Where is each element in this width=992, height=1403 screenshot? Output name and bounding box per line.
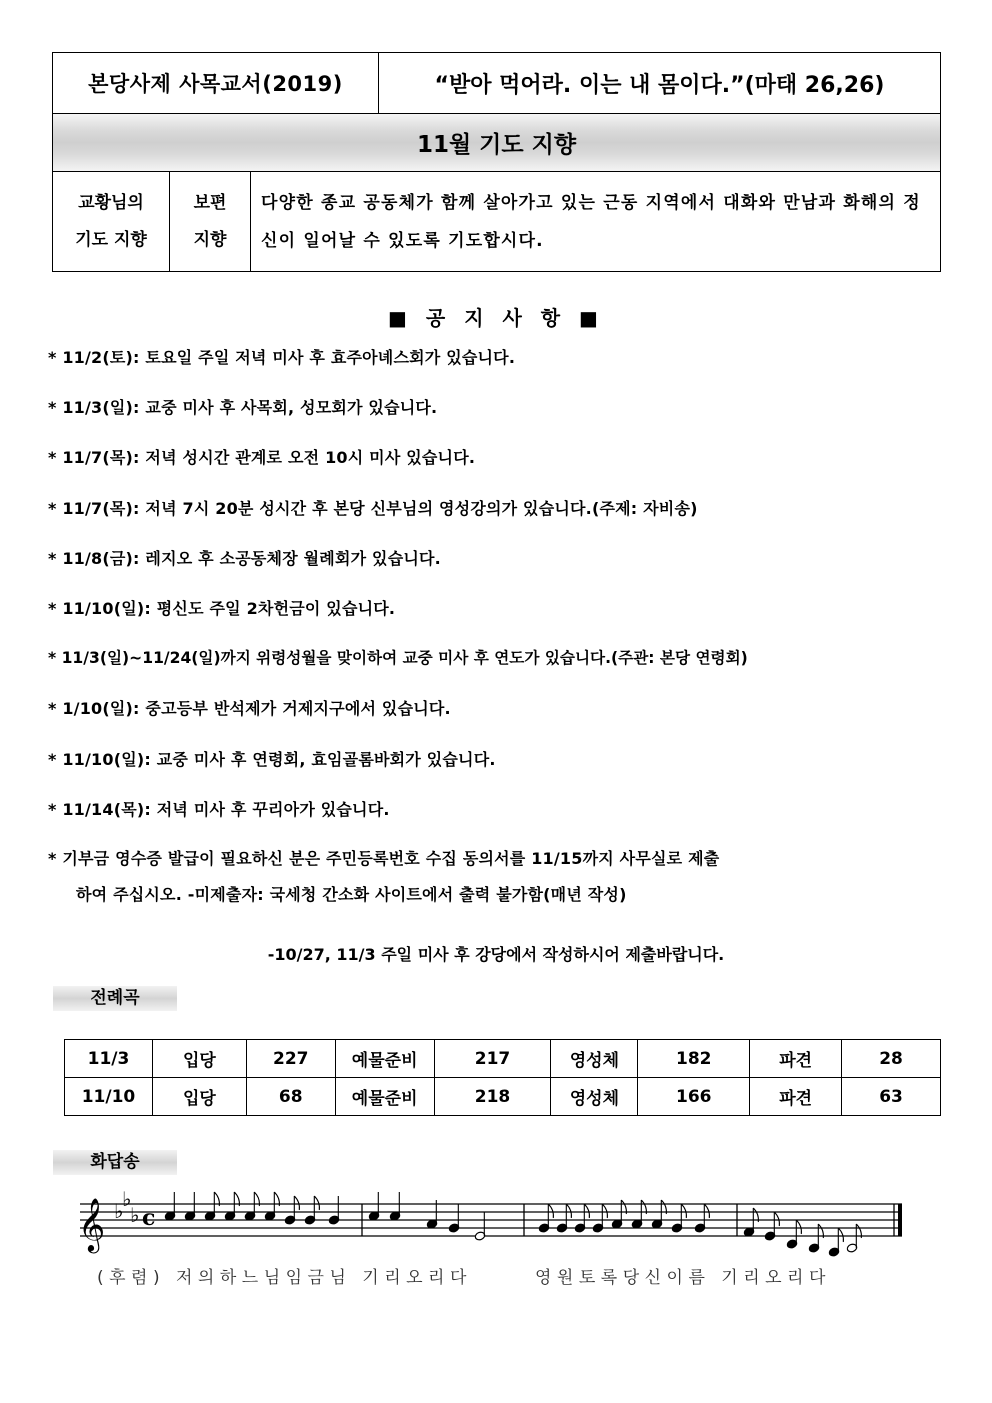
note-flag (602, 1204, 607, 1218)
entrance-number: 227 (246, 1040, 335, 1078)
notice-item: * 11/2(토): 토요일 주일 저녁 미사 후 효주아녜스회가 있습니다. (48, 348, 516, 367)
offertory-label: 예물준비 (335, 1078, 434, 1116)
notices-list (48, 345, 948, 913)
pope-intention-label-line1: 교황님의 (78, 192, 144, 213)
psalm-lyrics-part1: (후렴) 저의하느님임금님 기리오리다 (97, 1268, 472, 1288)
note-flag (838, 1228, 843, 1242)
pastoral-letter-title: 본당사제 사목교서(2019) (53, 53, 379, 113)
recessional-label: 파견 (750, 1078, 842, 1116)
communion-label: 영성체 (551, 1040, 638, 1078)
notice-item: * 11/7(목): 저녁 7시 20분 성시간 후 본당 신부님의 영성강의가 있습니다.(주제: 자비송) (48, 498, 698, 518)
entrance-number: 68 (246, 1078, 335, 1116)
note-flag (294, 1196, 299, 1210)
hymns-table (64, 1039, 941, 1116)
hymn-date: 11/3 (65, 1040, 153, 1078)
notice-item: * 1/10(일): 중고등부 반석제가 거제지구에서 있습니다. (48, 699, 451, 719)
notice-item: * 11/3(일)~11/24(일)까지 위령성월을 맞이하여 교중 미사 후 연도가 있습니다.(주관: 본당 연령회) (48, 649, 748, 668)
svg-text:♭: ♭ (130, 1203, 140, 1227)
note-flag (584, 1204, 589, 1218)
note-flag (704, 1204, 709, 1218)
music-notes (164, 1192, 861, 1257)
table-row (65, 1078, 941, 1116)
hymns-section-label: 전례곡 (53, 986, 177, 1011)
offertory-label: 예물준비 (335, 1040, 434, 1078)
svg-text:♭: ♭ (114, 1199, 124, 1223)
psalm-lyrics-part2: 영원토록당신이름 기리오리다 (535, 1268, 831, 1288)
header-table (52, 52, 941, 272)
intention-text: 다양한 종교 공동체가 함께 살아가고 있는 근동 지역에서 대화와 만남과 화해의 정신이 일어날 수 있도록 기도합시다. (261, 193, 921, 251)
note-flag (314, 1196, 319, 1210)
prayer-intention-row (53, 172, 940, 271)
note-flag (796, 1220, 801, 1234)
key-signature-flats (114, 1187, 139, 1227)
notice-item: * 11/3(일): 교중 미사 후 사목회, 성모회가 있습니다. (48, 398, 438, 418)
communion-number: 166 (638, 1078, 750, 1116)
communion-label: 영성체 (551, 1078, 638, 1116)
hymn-date: 11/10 (65, 1078, 153, 1116)
common-time-icon: c (142, 1205, 156, 1231)
svg-text:♭: ♭ (122, 1187, 132, 1211)
receipt-notice-line2: 하여 주십시오. -미제출자: 국세청 간소화 사이트에서 출력 불가함(매년 작성) (76, 884, 627, 904)
entrance-label: 입당 (152, 1078, 246, 1116)
treble-clef-icon: 𝄞 (78, 1197, 106, 1251)
pope-intention-label (53, 172, 170, 271)
receipt-notice-line1: * 기부금 영수증 발급이 필요하신 분은 주민등록번호 수집 동의서를 11/15까지 사무실로 제출 (48, 848, 720, 868)
note-flag (548, 1204, 553, 1218)
offertory-number: 218 (434, 1078, 551, 1116)
header-title-row (53, 53, 940, 114)
receipt-notice-line3: -10/27, 11/3 주일 미사 후 강당에서 작성하시어 제출바랍니다. (267, 945, 725, 964)
final-barline (898, 1204, 902, 1236)
note-flag (774, 1212, 779, 1226)
universal-intention-label-line2: 지향 (193, 229, 227, 250)
notice-item: * 11/10(일): 평신도 주일 2차헌금이 있습니다. (48, 598, 396, 618)
recessional-number: 63 (842, 1078, 941, 1116)
note-flag (566, 1204, 571, 1218)
notice-item: * 11/8(금): 레지오 후 소공동체장 월례회가 있습니다. (48, 548, 441, 568)
month-prayer-title: 11월 기도 지향 (53, 114, 940, 172)
notice-item: * 11/14(목): 저녁 미사 후 꾸리아가 있습니다. (48, 799, 390, 819)
universal-intention-label (170, 172, 251, 271)
note-flag (681, 1204, 686, 1218)
scripture-quote: “받아 먹어라. 이는 내 몸이다.”(마태 26,26) (434, 72, 885, 98)
receipt-notice (48, 841, 948, 913)
entrance-label: 입당 (152, 1040, 246, 1078)
offertory-number: 217 (434, 1040, 551, 1078)
notices-title: ■ 공 지 사 항 ■ (388, 306, 604, 330)
table-row (65, 1040, 941, 1078)
recessional-number: 28 (842, 1040, 941, 1078)
notice-item: * 11/7(목): 저녁 성시간 관계로 오전 10시 미사 있습니다. (48, 448, 476, 468)
recessional-label: 파견 (750, 1040, 842, 1078)
communion-number: 182 (638, 1040, 750, 1078)
pope-intention-label-line2: 기도 지향 (75, 229, 147, 250)
notice-item: * 11/10(일): 교중 미사 후 연령회, 효임골롬바회가 있습니다. (48, 749, 496, 769)
psalm-section-label: 화답송 (53, 1150, 177, 1175)
universal-intention-label-line1: 보편 (193, 192, 227, 213)
